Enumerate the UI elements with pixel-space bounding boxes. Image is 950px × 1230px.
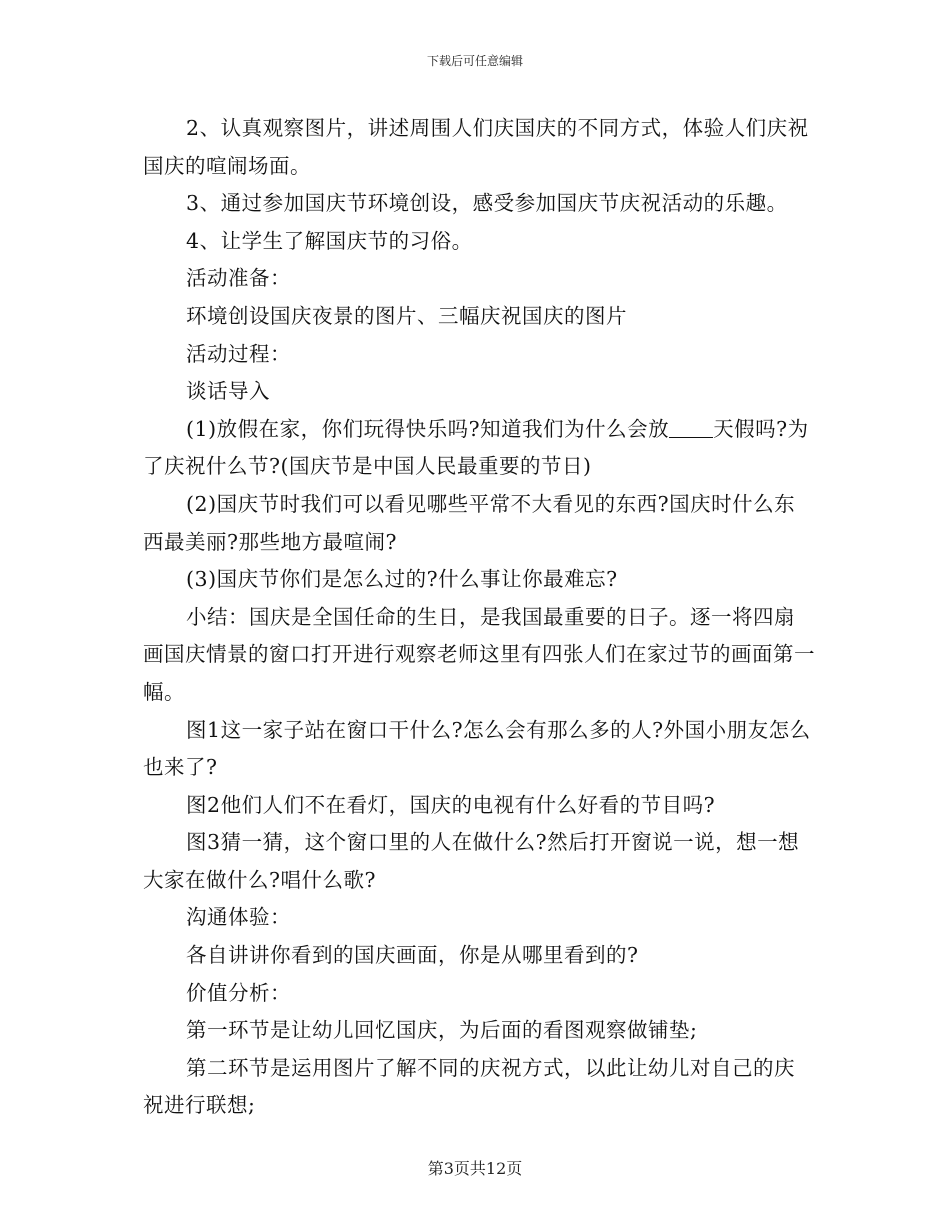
paragraph-picture-3: 图3猜一猜，这个窗口里的人在做什么?然后打开窗说一说，想一想大家在做什么?唱什么歌? <box>143 830 800 892</box>
heading-value-analysis: 价值分析： <box>186 980 292 1005</box>
heading-communication-experience: 沟通体验： <box>186 905 292 930</box>
heading-conversation-intro: 谈话导入 <box>186 379 271 404</box>
paragraph-question-2: (2)国庆节时我们可以看见哪些平常不大看见的东西?国庆时什么东西最美丽?那些地方最喧闹? <box>143 491 796 554</box>
question-1-after-blank: 天假吗?为了庆祝什么节?(国庆节是中国人民最重要的节日) <box>143 416 809 479</box>
page-header: 下载后可任意编辑 <box>426 54 523 68</box>
paragraph-picture-2: 图2他们人们不在看灯，国庆的电视有什么好看的节目吗? <box>186 792 716 817</box>
heading-activity-process: 活动过程： <box>186 341 292 366</box>
paragraph-goal-4: 4、让学生了解国庆节的习俗。 <box>186 228 473 253</box>
paragraph-analysis-1: 第一环节是让幼儿回忆国庆，为后面的看图观察做铺垫; <box>186 1018 698 1043</box>
paragraph-picture-1: 图1这一家子站在窗口干什么?怎么会有那么多的人?外国小朋友怎么也来了? <box>143 717 811 780</box>
page-number-footer: 第3页共12页 <box>427 1159 523 1178</box>
paragraph-communication: 各自讲讲你看到的国庆画面，你是从哪里看到的? <box>186 943 639 968</box>
paragraph-question-3: (3)国庆节你们是怎么过的?什么事让你最难忘? <box>186 567 618 592</box>
paragraph-analysis-2: 第二环节是运用图片了解不同的庆祝方式，以此让幼儿对自己的庆祝进行联想; <box>143 1055 796 1118</box>
paragraph-summary: 小结：国庆是全国任命的生日，是我国最重要的日子。逐一将四扇画国庆情景的窗口打开进行观察老师这里有四张人们在家过节的画面第一幅。 <box>143 604 815 704</box>
paragraph-goal-2: 2、认真观察图片，讲述周围人们庆国庆的不同方式，体验人们庆祝国庆的喧闹场面。 <box>143 116 809 178</box>
question-1-before-blank: (1)放假在家，你们玩得快乐吗?知道我们为什么会放 <box>186 416 670 441</box>
heading-activity-preparation: 活动准备： <box>186 266 292 291</box>
fill-in-blank <box>669 416 713 438</box>
paragraph-goal-3: 3、通过参加国庆节环境创设，感受参加国庆节庆祝活动的乐趣。 <box>186 191 788 216</box>
paragraph-preparation-materials: 环境创设国庆夜景的图片、三幅庆祝国庆的图片 <box>186 303 628 328</box>
paragraph-question-1 <box>143 411 815 486</box>
document-body <box>143 110 815 1125</box>
